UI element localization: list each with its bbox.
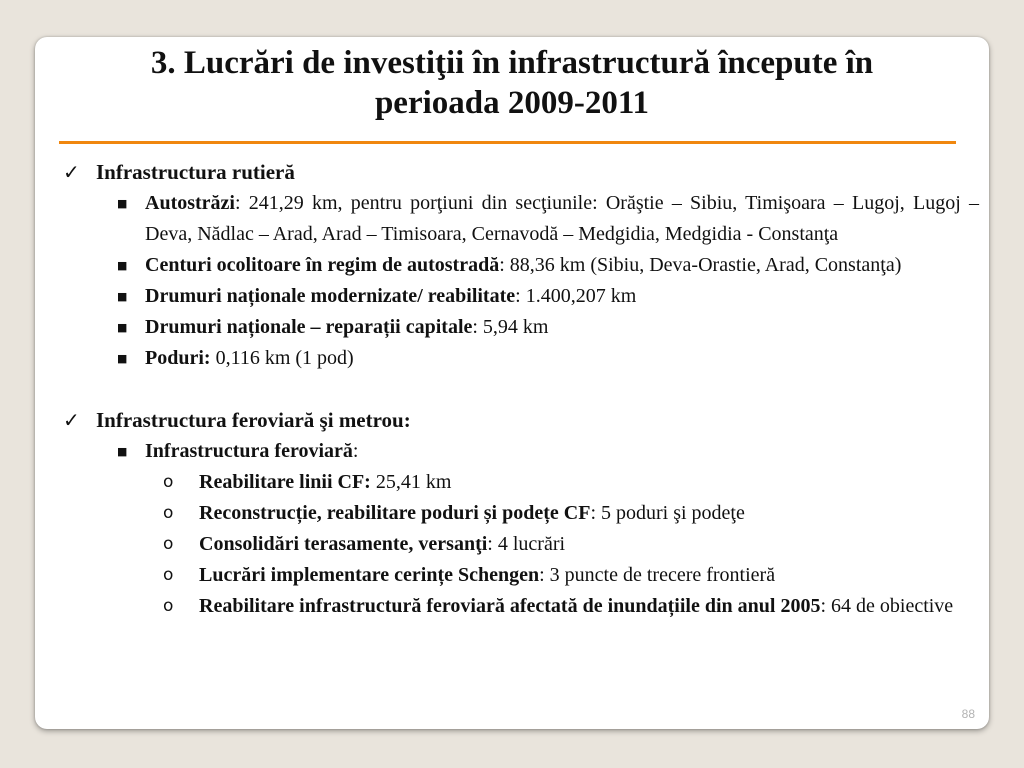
subitem-text: : 64 de obiective [820, 595, 954, 617]
sub-list-item [159, 529, 979, 560]
item-label: Autostrăzi [145, 192, 235, 214]
section-rail [59, 405, 979, 436]
item-text: : 241,29 km, pentru porţiuni din secţiunile: Orăştie – Sibiu, Timişoara – Lugoj, Lugoj – Deva, Nădlac – Arad, Arad – Timisoara, Cernavodă – Medgidia, Medgidia - Constanţa [145, 192, 979, 245]
item-label: Infrastructura feroviară [145, 440, 353, 462]
sub-list-item [159, 591, 979, 622]
circle-bullet-icon: o [163, 503, 174, 523]
subitem-label: Reabilitare linii CF: [199, 471, 371, 493]
subitem-text: : 3 puncte de trecere frontieră [539, 564, 776, 586]
item-text: : 1.400,207 km [515, 285, 637, 307]
item-text: : 88,36 km (Sibiu, Deva-Orastie, Arad, Constanţa) [499, 254, 902, 276]
slide [35, 37, 989, 729]
item-label: Centuri ocolitoare în regim de autostradă [145, 254, 500, 276]
subitem-label: Consolidări terasamente, versanţi [199, 533, 488, 555]
list-item [111, 250, 979, 281]
checkmark-icon: ✓ [63, 408, 80, 432]
list-item [111, 343, 979, 374]
list-item [111, 436, 979, 467]
square-bullet-icon: ■ [117, 352, 128, 365]
item-label: Drumuri naționale – reparații capitale [145, 316, 473, 338]
subitem-text: 25,41 km [370, 471, 452, 493]
page-number: 88 [961, 707, 975, 721]
slide-title [35, 43, 989, 123]
subitem-label: Reconstrucție, reabilitare poduri și podețe CF [199, 502, 591, 524]
square-bullet-icon: ■ [117, 197, 128, 210]
sub-list-item [159, 560, 979, 591]
title-line-2: perioada 2009-2011 [374, 85, 650, 121]
section-road [59, 157, 979, 188]
section-rail-heading: Infrastructura feroviară şi metrou: [96, 408, 411, 432]
list-item [111, 312, 979, 343]
circle-bullet-icon: o [163, 565, 174, 585]
title-line-1: 3. Lucrări de investiţii în infrastructură începute în [150, 45, 874, 81]
subitem-label: Lucrări implementare cerințe Schengen [199, 564, 540, 586]
list-item [111, 188, 979, 250]
square-bullet-icon: ■ [117, 290, 128, 303]
list-item [111, 281, 979, 312]
circle-bullet-icon: o [163, 596, 174, 616]
subitem-label: Reabilitare infrastructură feroviară afectată de inundațiile din anul 2005 [199, 595, 821, 617]
item-text: : 5,94 km [472, 316, 549, 338]
item-text: : [352, 440, 359, 462]
sub-list-item [159, 498, 979, 529]
circle-bullet-icon: o [163, 472, 174, 492]
item-text: 0,116 km (1 pod) [210, 347, 354, 369]
slide-content [59, 157, 979, 622]
item-label: Poduri: [145, 347, 211, 369]
section-road-heading: Infrastructura rutieră [96, 160, 295, 184]
item-label: Drumuri naționale modernizate/ reabilitate [145, 285, 516, 307]
sub-list-item [159, 467, 979, 498]
circle-bullet-icon: o [163, 534, 174, 554]
square-bullet-icon: ■ [117, 445, 128, 458]
subitem-text: : 5 poduri şi podeţe [590, 502, 745, 524]
checkmark-icon: ✓ [63, 160, 80, 184]
title-underline [59, 141, 956, 144]
square-bullet-icon: ■ [117, 259, 128, 272]
subitem-text: : 4 lucrări [487, 533, 566, 555]
square-bullet-icon: ■ [117, 321, 128, 334]
